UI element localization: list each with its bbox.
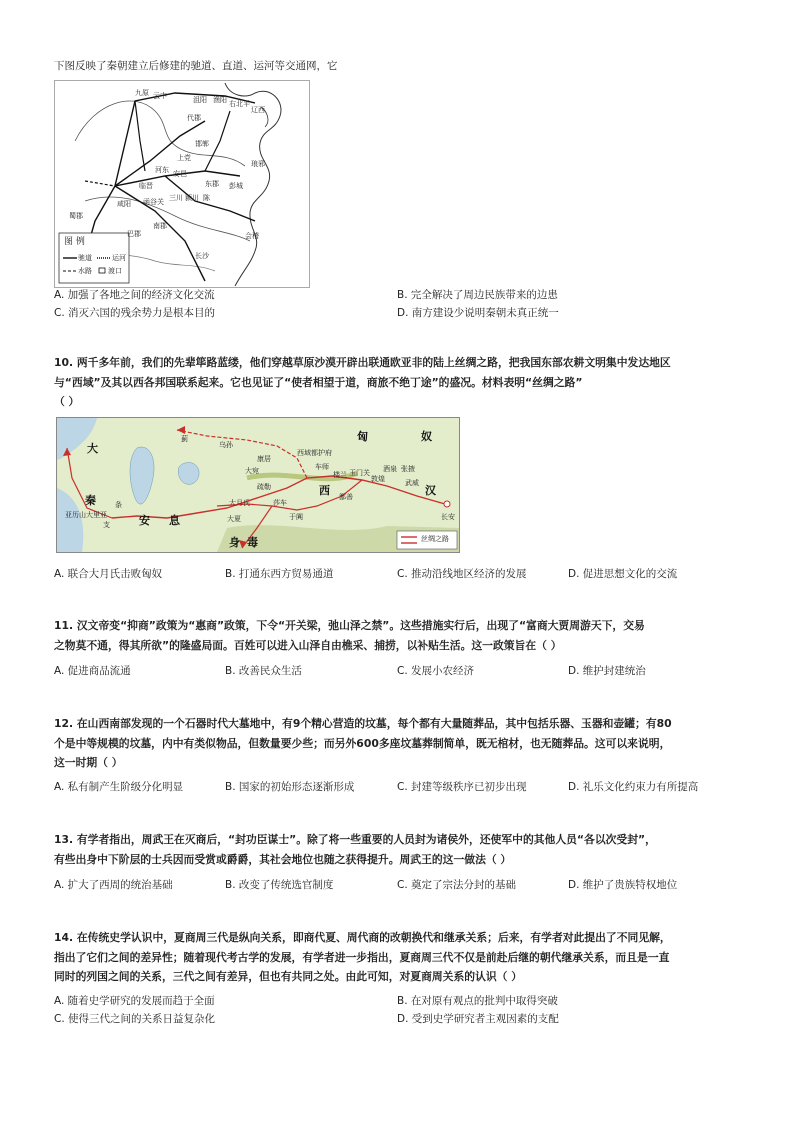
map2-small-label: 武威 — [405, 479, 419, 487]
map2-big-label: 秦 — [85, 494, 96, 507]
q10-option-c[interactable]: C. 推动沿线地区经济的发展 — [397, 568, 527, 580]
map1-label: 函谷关 — [143, 198, 164, 206]
map1-label: 代郡 — [187, 114, 201, 122]
qin-transport-map — [54, 80, 310, 288]
q11-stem-line2: 之物莫不通，得其所欲”的隆盛局面。百姓可以进入山泽自由樵采、捕捞，以补贴生活。这一政策旨在（ ） — [54, 639, 562, 652]
map2-small-label: 张掖 — [401, 465, 415, 473]
map2-small-label: 酒泉 — [383, 465, 397, 473]
q11-option-d[interactable]: D. 维护封建统治 — [568, 665, 646, 677]
map2-small-label: 疏勒 — [257, 483, 271, 491]
map1-label: 上党 — [177, 154, 191, 162]
map1-label: 陈 — [203, 194, 210, 202]
map2-small-label: 支 — [103, 521, 110, 529]
q9-option-a[interactable]: A. 加强了各地之间的经济文化交流 — [54, 289, 215, 301]
map2-small-label: 亚历山大里亚 — [65, 511, 107, 519]
map1-legend-canal: 运河 — [112, 254, 126, 262]
map2-small-label: 敦煌 — [371, 475, 385, 483]
map2-legend-label: 丝绸之路 — [421, 535, 449, 543]
map1-label: 辽西 — [251, 106, 265, 114]
q12-option-a[interactable]: A. 私有制产生阶级分化明显 — [54, 781, 184, 793]
q10-stem-line3: （ ） — [54, 395, 80, 408]
map2-small-label: 玉门关 — [349, 469, 370, 477]
map1-label: 渔阳 — [213, 96, 227, 104]
map1-label: 琅邪 — [251, 160, 265, 168]
q13-option-d[interactable]: D. 维护了贵族特权地位 — [568, 879, 678, 891]
map1-legend-title: 图 例 — [64, 237, 85, 247]
map1-label: 临晋 — [139, 182, 153, 190]
map2-small-label: 西域都护府 — [297, 449, 332, 457]
map2-small-label: 莎车 — [273, 499, 287, 507]
map1-label: 安邑 — [173, 170, 187, 178]
map2-small-label: 大宛 — [245, 467, 259, 475]
map1-label: 长沙 — [195, 252, 209, 260]
map2-big-label: 奴 — [421, 430, 432, 443]
q14-stem-line3: 同时的列国之间的关系，三代之间有差异，但也有共同之处。由此可知，对夏商周关系的认识（ ） — [54, 970, 523, 983]
map1-label: 云中 — [153, 92, 167, 100]
map1-label: 九原 — [135, 89, 149, 97]
map1-label: 南郡 — [153, 222, 167, 230]
map1-label: 蜀郡 — [69, 212, 83, 220]
map2-small-label: 康居 — [257, 455, 271, 463]
map2-big-label: 西 — [319, 484, 330, 497]
q11-option-a[interactable]: A. 促进商品流通 — [54, 665, 131, 677]
map1-label: 颍川 — [185, 194, 199, 202]
map2-big-label: 汉 — [425, 484, 436, 497]
map1-legend-ferry: 渡口 — [108, 267, 122, 275]
map2-small-label: 于阗 — [289, 513, 303, 521]
map1-label: 彭城 — [229, 182, 243, 190]
qin-map-drawing — [55, 81, 309, 287]
map2-small-label: 大夏 — [227, 515, 241, 523]
q14-stem-line2: 指出了它们之间的差异性；随着现代考古学的发展，有学者进一步指出，夏商周三代不仅是前赴后继的朝代继承关系，而且是一直 — [54, 951, 670, 964]
q10-stem-line2: 与“西域”及其以西各邦国联系起来。它也见证了“使者相望于道，商旅不绝丁途”的盛况。材料表明“丝绸之路” — [54, 376, 583, 389]
q13-stem-line2: 有些出身中下阶层的士兵因而受赏或爵爵，其社会地位也随之获得提升。周武王的这一做法（ ） — [54, 853, 512, 866]
q13-option-b[interactable]: B. 改变了传统选官制度 — [225, 879, 334, 891]
q12-stem-line2: 个是中等规模的坟墓，内中有类似物品，但数量要少些；而另外600多座坟墓葬制简单，既无棺材，也无随葬品。这可以来说明， — [54, 737, 671, 750]
q9-option-b[interactable]: B. 完全解决了周边民族带来的边患 — [397, 289, 558, 301]
map2-big-label: 安 — [139, 514, 150, 527]
q14-option-a[interactable]: A. 随着史学研究的发展而趋于全面 — [54, 995, 215, 1007]
map2-small-label: 大月氏 — [229, 499, 250, 507]
q13-stem-line1: 13. 有学者指出，周武王在灭商后，“封功臣谋士”。除了将一些重要的人员封为诸侯外，还使军中的其他人员“各以次受封”， — [54, 833, 656, 846]
q12-option-d[interactable]: D. 礼乐文化约束力有所提高 — [568, 781, 699, 793]
q11-option-c[interactable]: C. 发展小农经济 — [397, 665, 475, 677]
map1-label: 邯郸 — [195, 140, 209, 148]
map1-label: 巴郡 — [127, 230, 141, 238]
map2-big-label: 毒 — [247, 536, 258, 549]
silk-road-map — [56, 417, 460, 553]
map1-label: 右北平 — [229, 100, 250, 108]
q10-option-b[interactable]: B. 打通东西方贸易通道 — [225, 568, 334, 580]
q12-option-c[interactable]: C. 封建等级秩序已初步出现 — [397, 781, 527, 793]
q10-stem-line1: 10. 两千多年前，我们的先辈筚路蓝缕，他们穿越草原沙漠开辟出联通欧亚非的陆上丝绸之路，把我国东部农耕文明集中发达地区 — [54, 356, 671, 369]
map1-label: 会稽 — [245, 232, 259, 240]
map2-small-label: 蓟 — [181, 435, 188, 443]
map2-big-label: 身 — [229, 536, 240, 549]
q11-stem-line1: 11. 汉文帝变“抑商”政策为“惠商”政策，下令“开关梁，弛山泽之禁”。这些措施实行后，出现了“富商大贾周游天下，交易 — [54, 619, 645, 632]
q12-stem-line3: 这一时期（ ） — [54, 756, 123, 769]
map2-big-label: 息 — [169, 514, 180, 527]
q10-option-a[interactable]: A. 联合大月氏击败匈奴 — [54, 568, 163, 580]
map2-big-label: 大 — [87, 442, 98, 455]
map2-small-label: 长安 — [441, 513, 455, 521]
map1-legend-road: 驰道 — [78, 254, 92, 262]
map2-small-label: 乌孙 — [219, 441, 233, 449]
q11-option-b[interactable]: B. 改善民众生活 — [225, 665, 302, 677]
q14-option-c[interactable]: C. 使得三代之间的关系日益复杂化 — [54, 1013, 216, 1025]
map2-big-label: 匈 — [357, 430, 368, 443]
map2-small-label: 楼兰 — [333, 471, 347, 479]
q12-option-b[interactable]: B. 国家的初始形态逐渐形成 — [225, 781, 355, 793]
map2-small-label: 车师 — [315, 463, 329, 471]
map1-label: 河东 — [155, 166, 169, 174]
q9-intro: 下图反映了秦朝建立后修建的驰道、直道、运河等交通网，它 — [54, 60, 338, 72]
map2-small-label: 鄯善 — [339, 493, 353, 501]
q9-option-c[interactable]: C. 消灭六国的残余势力是根本目的 — [54, 307, 216, 319]
map1-label: 东郡 — [205, 180, 219, 188]
q9-option-d[interactable]: D. 南方建设少说明秦朝未真正统一 — [397, 307, 559, 319]
q13-option-c[interactable]: C. 奠定了宗法分封的基础 — [397, 879, 517, 891]
map1-label: 三川 — [169, 194, 183, 202]
q10-option-d[interactable]: D. 促进思想文化的交流 — [568, 568, 678, 580]
q14-stem-line1: 14. 在传统史学认识中，夏商周三代是纵向关系，即商代夏、周代商的改朝换代和继承关系；后来，有学者对此提出了不同见解， — [54, 931, 671, 944]
map1-legend-waterway: 水路 — [78, 267, 92, 275]
map1-label: 咸阳 — [117, 200, 131, 208]
q13-option-a[interactable]: A. 扩大了西周的统治基础 — [54, 879, 173, 891]
q14-option-b[interactable]: B. 在对原有观点的批判中取得突破 — [397, 995, 558, 1007]
q12-stem-line1: 12. 在山西南部发现的一个石器时代大墓地中，有9个精心营造的坟墓，每个都有大量随葬品，其中包括乐器、玉器和壶罐；有80 — [54, 717, 672, 730]
q14-option-d[interactable]: D. 受到史学研究者主观因素的支配 — [397, 1013, 559, 1025]
map1-label: 沮阳 — [193, 96, 207, 104]
map2-small-label: 条 — [115, 501, 122, 509]
